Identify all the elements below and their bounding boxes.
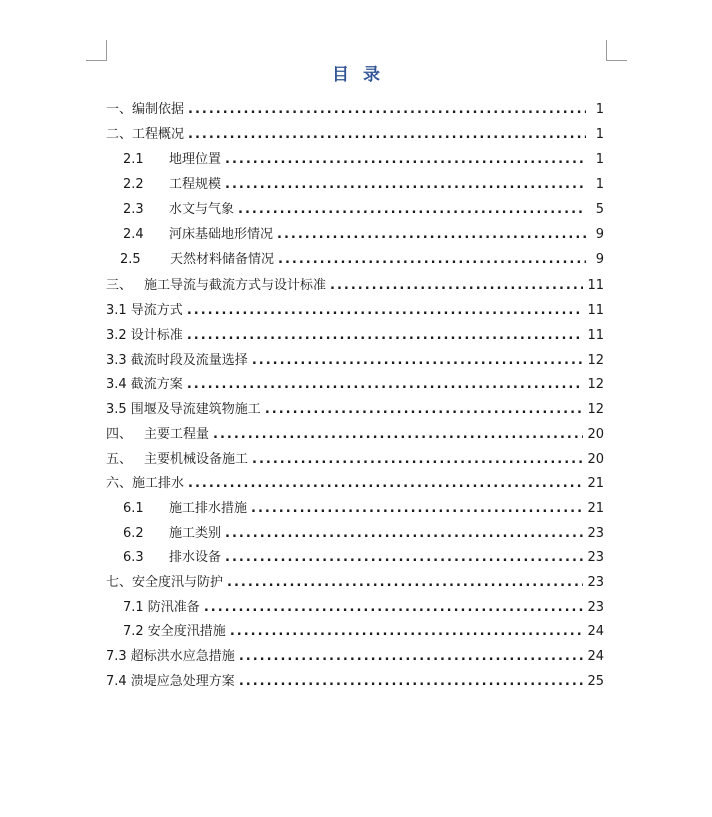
- toc-entry[interactable]: [106, 573, 604, 593]
- toc-entry-label: 工程规模: [169, 177, 222, 192]
- toc-entry[interactable]: [106, 474, 604, 494]
- toc-entry-label: 六、施工排水: [106, 476, 185, 491]
- toc-entry-label: 天然材料储备情况: [170, 252, 275, 267]
- toc-entry-page: 9: [595, 227, 604, 242]
- toc-entry-label: 7.4 溃堤应急处理方案: [106, 674, 235, 689]
- toc-leader-dots: [265, 400, 584, 420]
- toc-entry-number: 6.1: [123, 501, 144, 516]
- toc-entry-page: 20: [587, 452, 604, 467]
- toc-entry-page: 5: [595, 202, 604, 217]
- toc-entry-label: 河床基础地形情况: [169, 227, 274, 242]
- toc-entry-page: 23: [587, 526, 604, 541]
- toc-entry[interactable]: [106, 450, 604, 470]
- toc-entry-page: 1: [595, 102, 604, 117]
- toc-entry[interactable]: [106, 672, 604, 692]
- toc-entry-label: 7.3 超标洪水应急措施: [106, 649, 235, 664]
- toc-entry[interactable]: [123, 225, 604, 245]
- toc-entry[interactable]: [106, 301, 604, 321]
- toc-entry[interactable]: [106, 647, 604, 667]
- toc-entry-page: 1: [595, 177, 604, 192]
- toc-entry-page: 24: [587, 649, 604, 664]
- toc-entry[interactable]: [123, 175, 604, 195]
- toc-leader-dots: [251, 499, 583, 519]
- toc-entry[interactable]: [106, 100, 604, 120]
- toc-entry-label: 3.1 导流方式: [106, 303, 183, 318]
- toc-leader-dots: [187, 326, 584, 346]
- toc-entry[interactable]: [120, 250, 604, 270]
- crop-mark-top-right: [606, 40, 627, 61]
- toc-entry-number: 四、: [106, 427, 133, 442]
- toc-entry-page: 11: [587, 328, 604, 343]
- toc-entry-page: 9: [595, 252, 604, 267]
- toc-entry[interactable]: [123, 499, 604, 519]
- toc-entry-label: 水文与气象: [169, 202, 235, 217]
- toc-entry-label: 一、编制依据: [106, 102, 185, 117]
- toc-entry-label: 排水设备: [169, 550, 222, 565]
- toc-leader-dots: [278, 250, 586, 270]
- toc-entry-page: 23: [587, 575, 604, 590]
- toc-entry-number: 6.2: [123, 526, 144, 541]
- toc-entry-page: 11: [587, 278, 604, 293]
- toc-leader-dots: [252, 450, 583, 470]
- toc-entry[interactable]: [123, 524, 604, 544]
- toc-entry-page: 12: [587, 402, 604, 417]
- toc-leader-dots: [187, 301, 584, 321]
- toc-leader-dots: [225, 150, 586, 170]
- toc-leader-dots: [252, 351, 584, 371]
- toc-entry-number: 2.4: [123, 227, 144, 242]
- toc-leader-dots: [187, 375, 584, 395]
- toc-entry[interactable]: [123, 150, 604, 170]
- toc-entry-label: 7.1 防汛准备: [123, 600, 200, 615]
- toc-entry-page: 23: [587, 550, 604, 565]
- toc-entry-page: 20: [587, 427, 604, 442]
- toc-leader-dots: [238, 200, 586, 220]
- toc-entry-page: 1: [595, 152, 604, 167]
- toc-leader-dots: [188, 100, 586, 120]
- toc-entry-page: 23: [587, 600, 604, 615]
- toc-leader-dots: [225, 524, 583, 544]
- toc-entry-page: 12: [587, 377, 604, 392]
- toc-entry[interactable]: [123, 200, 604, 220]
- toc-leader-dots: [188, 474, 583, 494]
- toc-entry-page: 25: [587, 674, 604, 689]
- toc-entry-page: 21: [587, 501, 604, 516]
- toc-leader-dots: [239, 647, 584, 667]
- toc-entry-label: 3.2 设计标准: [106, 328, 183, 343]
- toc-leader-dots: [277, 225, 586, 245]
- toc-leader-dots: [225, 548, 583, 568]
- toc-entry-number: 五、: [106, 452, 133, 467]
- toc-leader-dots: [239, 672, 584, 692]
- toc-leader-dots: [225, 175, 586, 195]
- crop-mark-top-left: [86, 40, 107, 61]
- toc-entry-number: 2.2: [123, 177, 144, 192]
- toc-entry-label: 3.3 截流时段及流量选择: [106, 353, 248, 368]
- toc-entry-page: 1: [595, 127, 604, 142]
- toc-entry-page: 11: [587, 303, 604, 318]
- toc-entry-label: 施工排水措施: [169, 501, 248, 516]
- toc-entry-label: 地理位置: [169, 152, 222, 167]
- toc-entry-page: 12: [587, 353, 604, 368]
- toc-entry-label: 二、工程概况: [106, 127, 185, 142]
- toc-entry[interactable]: [123, 598, 604, 618]
- toc-entry-number: 三、: [106, 278, 133, 293]
- toc-entry-label: 7.2 安全度汛措施: [123, 624, 226, 639]
- toc-entry-number: 2.5: [120, 252, 141, 267]
- toc-leader-dots: [227, 573, 583, 593]
- toc-entry[interactable]: [123, 622, 604, 642]
- toc-entry[interactable]: [123, 548, 604, 568]
- toc-entry-number: 2.3: [123, 202, 144, 217]
- toc-entry-label: 七、安全度汛与防护: [106, 575, 224, 590]
- toc-entry-label: 主要机械设备施工: [144, 452, 249, 467]
- toc-entry-label: 主要工程量: [144, 427, 210, 442]
- toc-entry-number: 2.1: [123, 152, 144, 167]
- toc-entry[interactable]: [106, 276, 604, 296]
- toc-leader-dots: [230, 622, 584, 642]
- toc-leader-dots: [213, 425, 583, 445]
- toc-entry-label: 施工类别: [169, 526, 222, 541]
- toc-title: 目录: [332, 65, 394, 85]
- toc-entry-label: 3.5 围堰及导流建筑物施工: [106, 402, 261, 417]
- toc-entry[interactable]: [106, 400, 604, 420]
- toc-leader-dots: [188, 125, 586, 145]
- toc-entry-number: 6.3: [123, 550, 144, 565]
- toc-entry-page: 24: [587, 624, 604, 639]
- toc-entry[interactable]: [106, 351, 604, 371]
- toc-entry[interactable]: [106, 375, 604, 395]
- toc-entry[interactable]: [106, 425, 604, 445]
- toc-leader-dots: [330, 276, 583, 296]
- toc-entry-label: 施工导流与截流方式与设计标准: [144, 278, 327, 293]
- toc-entry-label: 3.4 截流方案: [106, 377, 183, 392]
- toc-entry[interactable]: [106, 125, 604, 145]
- toc-entry-page: 21: [587, 476, 604, 491]
- toc-leader-dots: [204, 598, 584, 618]
- toc-entry[interactable]: [106, 326, 604, 346]
